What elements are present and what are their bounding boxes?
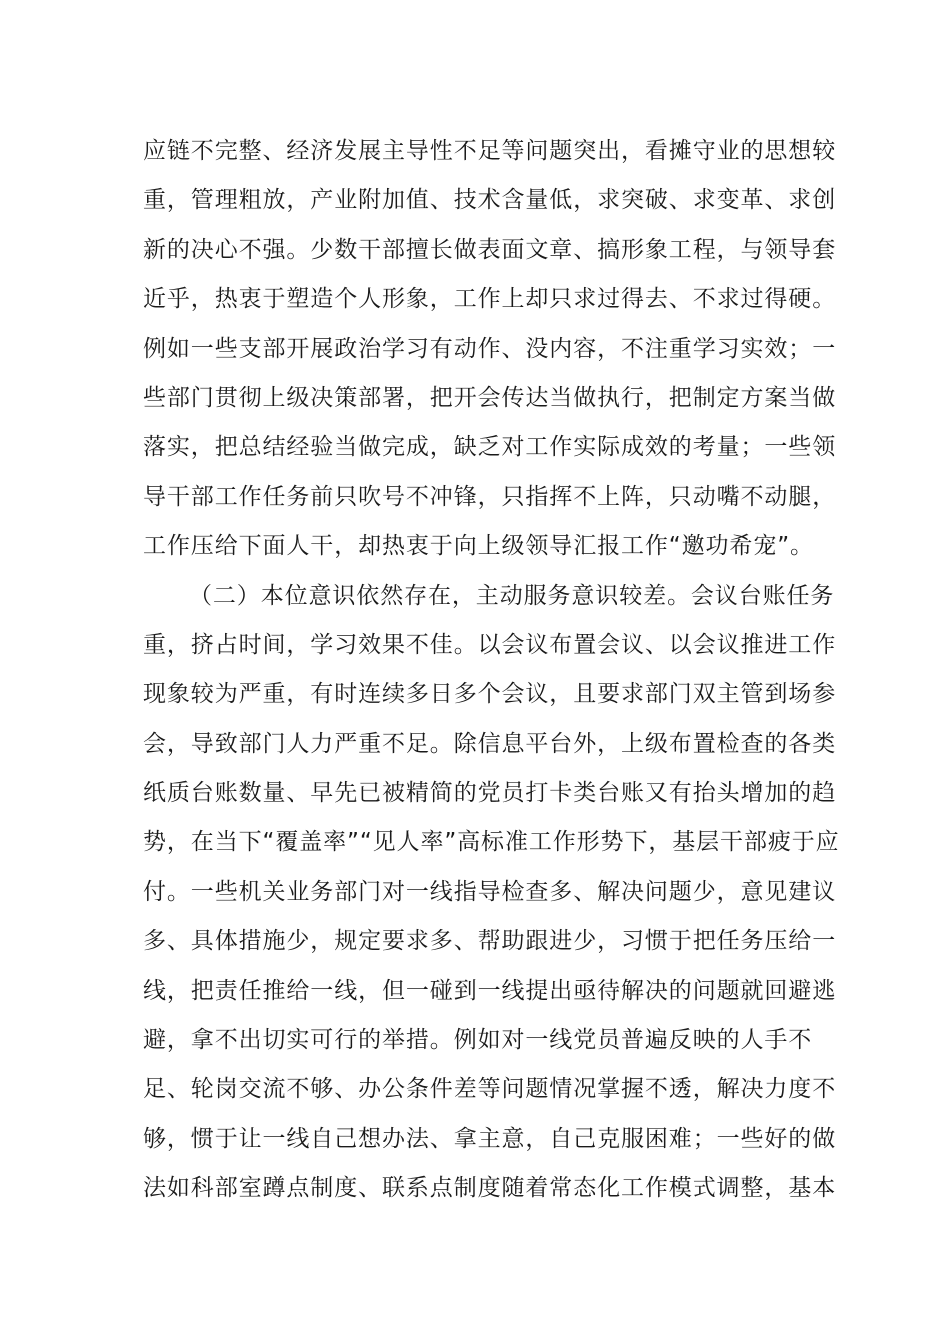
text-line: 现象较为严重，有时连续多日多个会议，且要求部门双主管到场参 bbox=[143, 681, 837, 708]
text-line-paragraph-end: 工作压给下面人干，却热衷于向上级领导汇报工作“邀功希宠”。 bbox=[143, 533, 814, 560]
text-line: 新的决心不强。少数干部擅长做表面文章、搞形象工程，与领导套 bbox=[143, 236, 837, 263]
text-line: 纸质台账数量、早先已被精简的党员打卡类台账又有抬头增加的趋 bbox=[143, 780, 837, 807]
text-line: 势，在当下“覆盖率”“见人率”高标准工作形势下，基层干部疲于应 bbox=[143, 829, 840, 856]
body-text bbox=[143, 127, 840, 1214]
text-line: 导干部工作任务前只吹号不冲锋，只指挥不上阵，只动嘴不动腿， bbox=[143, 483, 837, 510]
text-line: 付。一些机关业务部门对一线指导检查多、解决问题少，意见建议 bbox=[143, 878, 837, 905]
text-line: 线，把责任推给一线，但一碰到一线提出亟待解决的问题就回避逃 bbox=[143, 977, 837, 1004]
text-line: 会，导致部门人力严重不足。除信息平台外，上级布置检查的各类 bbox=[143, 730, 837, 757]
text-line: 够，惯于让一线自己想办法、拿主意，自己克服困难；一些好的做 bbox=[143, 1125, 837, 1152]
text-line: 应链不完整、经济发展主导性不足等问题突出，看摊守业的思想较 bbox=[143, 138, 837, 164]
section-heading-line: （二）本位意识依然存在，主动服务意识较差。会议台账任务 bbox=[189, 582, 835, 609]
text-line: 法如科部室蹲点制度、联系点制度随着常态化工作模式调整，基本 bbox=[143, 1175, 837, 1202]
text-line: 足、轮岗交流不够、办公条件差等问题情况掌握不透，解决力度不 bbox=[143, 1076, 837, 1103]
text-line: 多、具体措施少，规定要求多、帮助跟进少，习惯于把任务压给一 bbox=[143, 928, 837, 955]
text-line: 避，拿不出切实可行的举措。例如对一线党员普遍反映的人手不 bbox=[143, 1027, 813, 1054]
text-line: 落实，把总结经验当做完成，缺乏对工作实际成效的考量；一些领 bbox=[143, 434, 837, 461]
text-line: 重，管理粗放，产业附加值、技术含量低，求突破、求变革、求创 bbox=[143, 187, 837, 214]
text-line: 些部门贯彻上级决策部署，把开会传达当做执行，把制定方案当做 bbox=[143, 384, 837, 411]
text-line: 近乎，热衷于塑造个人形象，工作上却只求过得去、不求过得硬。 bbox=[143, 286, 837, 313]
text-line: 例如一些支部开展政治学习有动作、没内容，不注重学习实效；一 bbox=[143, 335, 837, 362]
text-line: 重，挤占时间，学习效果不佳。以会议布置会议、以会议推进工作 bbox=[143, 631, 837, 658]
